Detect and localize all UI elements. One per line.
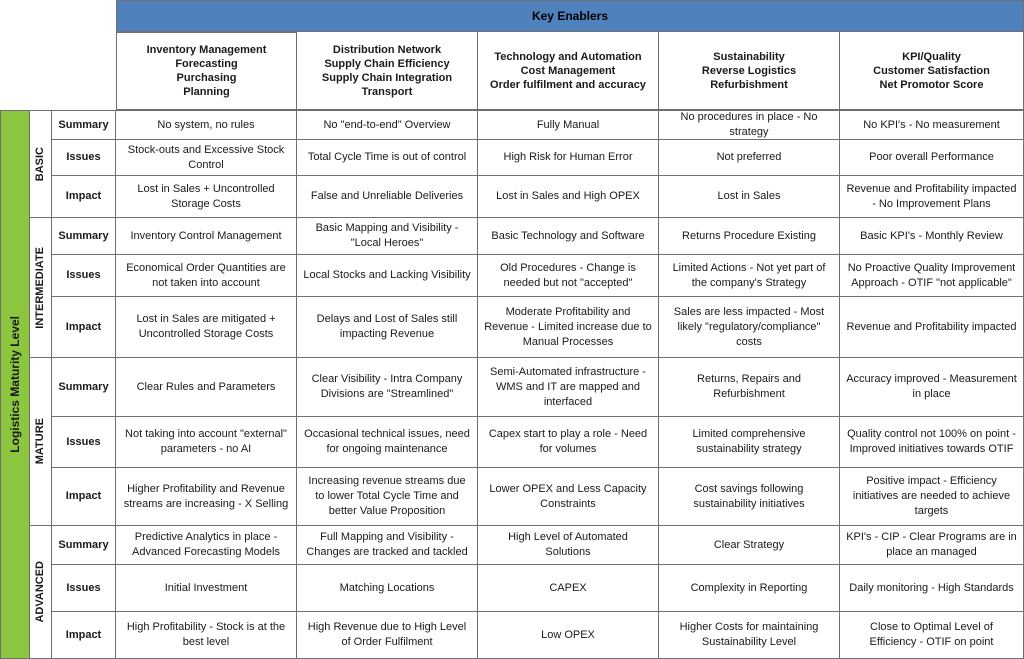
table-cell: Lost in Sales: [659, 176, 840, 218]
table-cell: Lost in Sales are mitigated + Uncontrolled Storage Costs: [116, 297, 297, 358]
table-cell: High Revenue due to High Level of Order Fulfilment: [297, 612, 478, 659]
table-cell: Predictive Analytics in place - Advanced Forecasting Models: [116, 526, 297, 565]
table-cell: Matching Locations: [297, 565, 478, 612]
blank-corner-2: [0, 32, 116, 110]
table-cell: Moderate Profitability and Revenue - Limited increase due to Manual Processes: [478, 297, 659, 358]
table-cell: Clear Rules and Parameters: [116, 358, 297, 417]
table-cell: No system, no rules: [116, 110, 297, 140]
table-cell: Increasing revenue streams due to lower Total Cycle Time and better Value Proposition: [297, 468, 478, 526]
table-cell: Capex start to play a role - Need for volumes: [478, 417, 659, 468]
row-type-impact: Impact: [52, 468, 116, 526]
table-cell: Complexity in Reporting: [659, 565, 840, 612]
table-cell: Not taking into account "external" parameters - no AI: [116, 417, 297, 468]
row-type-issues: Issues: [52, 140, 116, 176]
level-mature: MATURE: [30, 358, 52, 526]
table-cell: Low OPEX: [478, 612, 659, 659]
table-cell: Basic Technology and Software: [478, 218, 659, 255]
column-header-sustainability: Sustainability Reverse Logistics Refurbishment: [659, 32, 840, 110]
table-cell: Inventory Control Management: [116, 218, 297, 255]
table-cell: Revenue and Profitability impacted - No Improvement Plans: [840, 176, 1024, 218]
key-enablers-header: Key Enablers: [116, 0, 1024, 32]
table-cell: False and Unreliable Deliveries: [297, 176, 478, 218]
table-cell: High Level of Automated Solutions: [478, 526, 659, 565]
row-type-issues: Issues: [52, 565, 116, 612]
row-type-summary: Summary: [52, 526, 116, 565]
row-type-issues: Issues: [52, 255, 116, 297]
level-basic: BASIC: [30, 110, 52, 218]
row-type-summary: Summary: [52, 218, 116, 255]
blank-corner: [0, 0, 116, 32]
table-cell: Initial Investment: [116, 565, 297, 612]
table-cell: Total Cycle Time is out of control: [297, 140, 478, 176]
table-cell: Old Procedures - Change is needed but not "accepted": [478, 255, 659, 297]
table-cell: Daily monitoring - High Standards: [840, 565, 1024, 612]
column-header-distribution: Distribution Network Supply Chain Efficiency Supply Chain Integration Transport: [297, 32, 478, 110]
table-cell: Economical Order Quantities are not taken into account: [116, 255, 297, 297]
column-header-inventory: Inventory Management Forecasting Purchasing Planning: [116, 32, 297, 110]
level-advanced: ADVANCED: [30, 526, 52, 659]
table-cell: Accuracy improved - Measurement in place: [840, 358, 1024, 417]
table-cell: No Proactive Quality Improvement Approach - OTIF "not applicable": [840, 255, 1024, 297]
table-cell: Poor overall Performance: [840, 140, 1024, 176]
table-cell: CAPEX: [478, 565, 659, 612]
table-cell: Occasional technical issues, need for ongoing maintenance: [297, 417, 478, 468]
table-cell: Not preferred: [659, 140, 840, 176]
table-cell: Limited comprehensive sustainability strategy: [659, 417, 840, 468]
table-cell: Positive impact - Efficiency initiatives are needed to achieve targets: [840, 468, 1024, 526]
row-type-summary: Summary: [52, 358, 116, 417]
table-cell: Delays and Lost of Sales still impacting Revenue: [297, 297, 478, 358]
column-header-kpi: KPI/Quality Customer Satisfaction Net Promotor Score: [840, 32, 1024, 110]
table-cell: Sales are less impacted - Most likely "regulatory/compliance" costs: [659, 297, 840, 358]
table-cell: KPI's - CIP - Clear Programs are in place an managed: [840, 526, 1024, 565]
table-cell: Quality control not 100% on point - Improved initiatives towards OTIF: [840, 417, 1024, 468]
table-cell: No KPI's - No measurement: [840, 110, 1024, 140]
row-type-impact: Impact: [52, 612, 116, 659]
table-cell: Lost in Sales and High OPEX: [478, 176, 659, 218]
table-cell: Lower OPEX and Less Capacity Constraints: [478, 468, 659, 526]
table-cell: High Profitability - Stock is at the best level: [116, 612, 297, 659]
table-cell: Cost savings following sustainability initiatives: [659, 468, 840, 526]
level-intermediate: INTERMEDIATE: [30, 218, 52, 358]
table-cell: Revenue and Profitability impacted: [840, 297, 1024, 358]
row-type-issues: Issues: [52, 417, 116, 468]
column-header-technology: Technology and Automation Cost Management Order fulfilment and accuracy: [478, 32, 659, 110]
table-cell: No "end-to-end" Overview: [297, 110, 478, 140]
row-type-impact: Impact: [52, 176, 116, 218]
table-cell: Clear Strategy: [659, 526, 840, 565]
table-cell: Close to Optimal Level of Efficiency - OTIF on point: [840, 612, 1024, 659]
row-type-impact: Impact: [52, 297, 116, 358]
table-cell: Full Mapping and Visibility - Changes are tracked and tackled: [297, 526, 478, 565]
table-cell: Clear Visibility - Intra Company Divisions are "Streamlined": [297, 358, 478, 417]
table-cell: High Risk for Human Error: [478, 140, 659, 176]
table-cell: Local Stocks and Lacking Visibility: [297, 255, 478, 297]
row-type-summary: Summary: [52, 110, 116, 140]
table-cell: Stock-outs and Excessive Stock Control: [116, 140, 297, 176]
table-cell: Basic Mapping and Visibility - "Local Heroes": [297, 218, 478, 255]
table-cell: Basic KPI's - Monthly Review: [840, 218, 1024, 255]
table-cell: Higher Costs for maintaining Sustainability Level: [659, 612, 840, 659]
table-cell: Limited Actions - Not yet part of the company's Strategy: [659, 255, 840, 297]
table-cell: Higher Profitability and Revenue streams are increasing - X Selling: [116, 468, 297, 526]
maturity-level-side-label: Logistics Maturity Level: [0, 110, 30, 659]
table-cell: Fully Manual: [478, 110, 659, 140]
table-cell: Semi-Automated infrastructure - WMS and IT are mapped and interfaced: [478, 358, 659, 417]
table-cell: No procedures in place - No strategy: [659, 110, 840, 140]
table-cell: Returns Procedure Existing: [659, 218, 840, 255]
table-cell: Lost in Sales + Uncontrolled Storage Costs: [116, 176, 297, 218]
table-cell: Returns, Repairs and Refurbishment: [659, 358, 840, 417]
